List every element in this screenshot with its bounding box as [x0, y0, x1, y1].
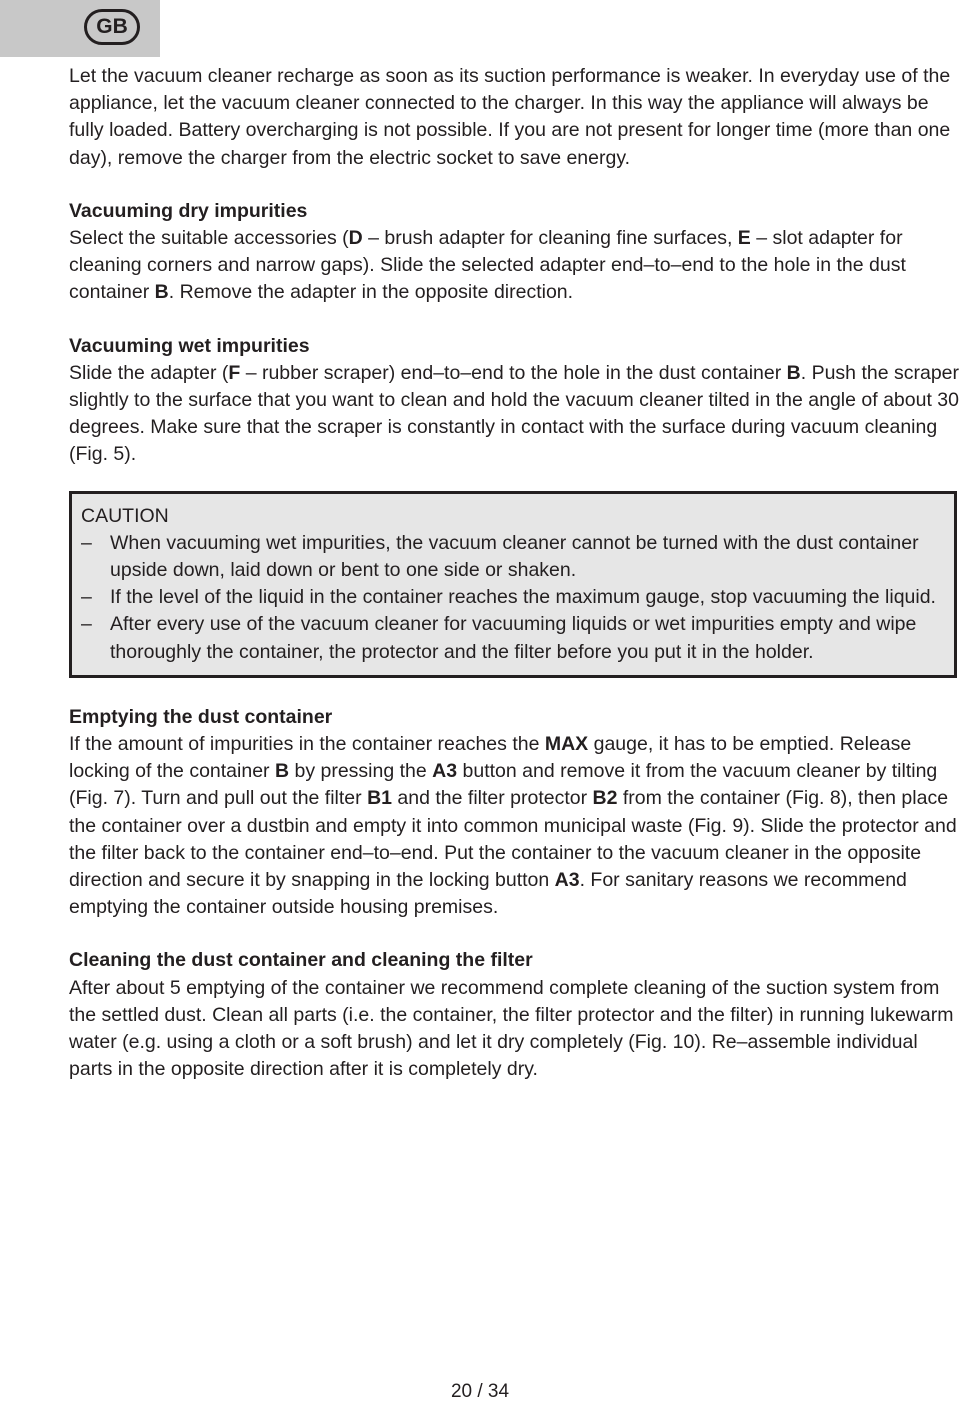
dash-bullet: – [81, 613, 92, 636]
page-number: 20 / 34 [450, 1381, 510, 1402]
language-badge: GB [84, 9, 140, 45]
caution-box [69, 491, 957, 678]
caution-item-text: After every use of the vacuum cleaner for vacuuming liquids or wet impurities empty and wipe thoroughly the container, the protector and the filter before you put it in the holder. [110, 613, 917, 663]
section-body-wet: Slide the adapter (F – rubber scraper) end–to–end to the hole in the dust container B. Push the scraper slightly to the surface that you want to clean and hold the vacuum cleaner tilted in the angle of about 30 degrees. Make sure that the scraper is constantly in contact with the surface during vacuum cleaning (Fig. 5). [69, 361, 959, 466]
caution-item-text: If the level of the liquid in the container reaches the maximum gauge, stop vacuuming the liquid. [110, 586, 936, 609]
caution-item [81, 530, 940, 584]
section-emptying [69, 704, 959, 922]
section-title-wet: Vacuuming wet impurities [69, 334, 310, 357]
section-cleaning [69, 947, 959, 1083]
caution-item [81, 611, 940, 665]
intro-paragraph: Let the vacuum cleaner recharge as soon as its suction performance is weaker. In everyday use of the appliance, let the vacuum cleaner connected to the charger. In this way the appliance will always be fully loaded. Battery overcharging is not possible. If you are not present for longer time (more than one day), remove the charger from the electric socket to save energy. [69, 65, 951, 169]
caution-title: CAUTION [81, 504, 169, 527]
dash-bullet: – [81, 531, 92, 554]
section-body-emptying: If the amount of impurities in the container reaches the MAX gauge, it has to be emptied. Release locking of the container B by pressing the A3 button and remove it from the vacuum cleaner by tilting (Fig. 7). Turn and pull out the filter B1 and the filter protector B2 from the container (Fig. 8), then place the container over a dustbin and empty it into common municipal waste (Fig. 9). Slide the protector and the filter back to the container end–to–end. Put the container to the vacuum cleaner in the opposite direction and secure it by snapping in the locking button A3. For sanitary reasons we recommend emptying the container outside housing premises. [69, 733, 957, 919]
dash-bullet: – [81, 586, 92, 609]
caution-item [81, 584, 940, 611]
section-title-cleaning: Cleaning the dust container and cleaning the filter [69, 949, 533, 972]
caution-item-text: When vacuuming wet impurities, the vacuum cleaner cannot be turned with the dust container upside down, laid down or bent to one side or shaken. [110, 531, 919, 582]
section-body-cleaning: After about 5 emptying of the container we recommend complete cleaning of the suction system from the settled dust. Clean all parts (i.e. the container, the filter protector and the filter) in running lukewarm water (e.g. using a cloth or a soft brush) and let it dry completely (Fig. 10). Re–assemble individual parts in the opposite direction after it is completely dry. [69, 976, 954, 1081]
section-body-dry: Select the suitable accessories (D – brush adapter for cleaning fine surfaces, E – slot adapter for cleaning corners and narrow gaps). Slide the selected adapter end–to–end to the hole in the dust container B. Remove the adapter in the opposite direction. [69, 227, 906, 304]
section-dry-impurities [69, 198, 959, 307]
section-title-dry: Vacuuming dry impurities [69, 199, 308, 222]
page-content [69, 63, 959, 1084]
section-title-emptying: Emptying the dust container [69, 705, 333, 728]
language-tab [0, 0, 160, 57]
section-wet-impurities [69, 333, 959, 469]
